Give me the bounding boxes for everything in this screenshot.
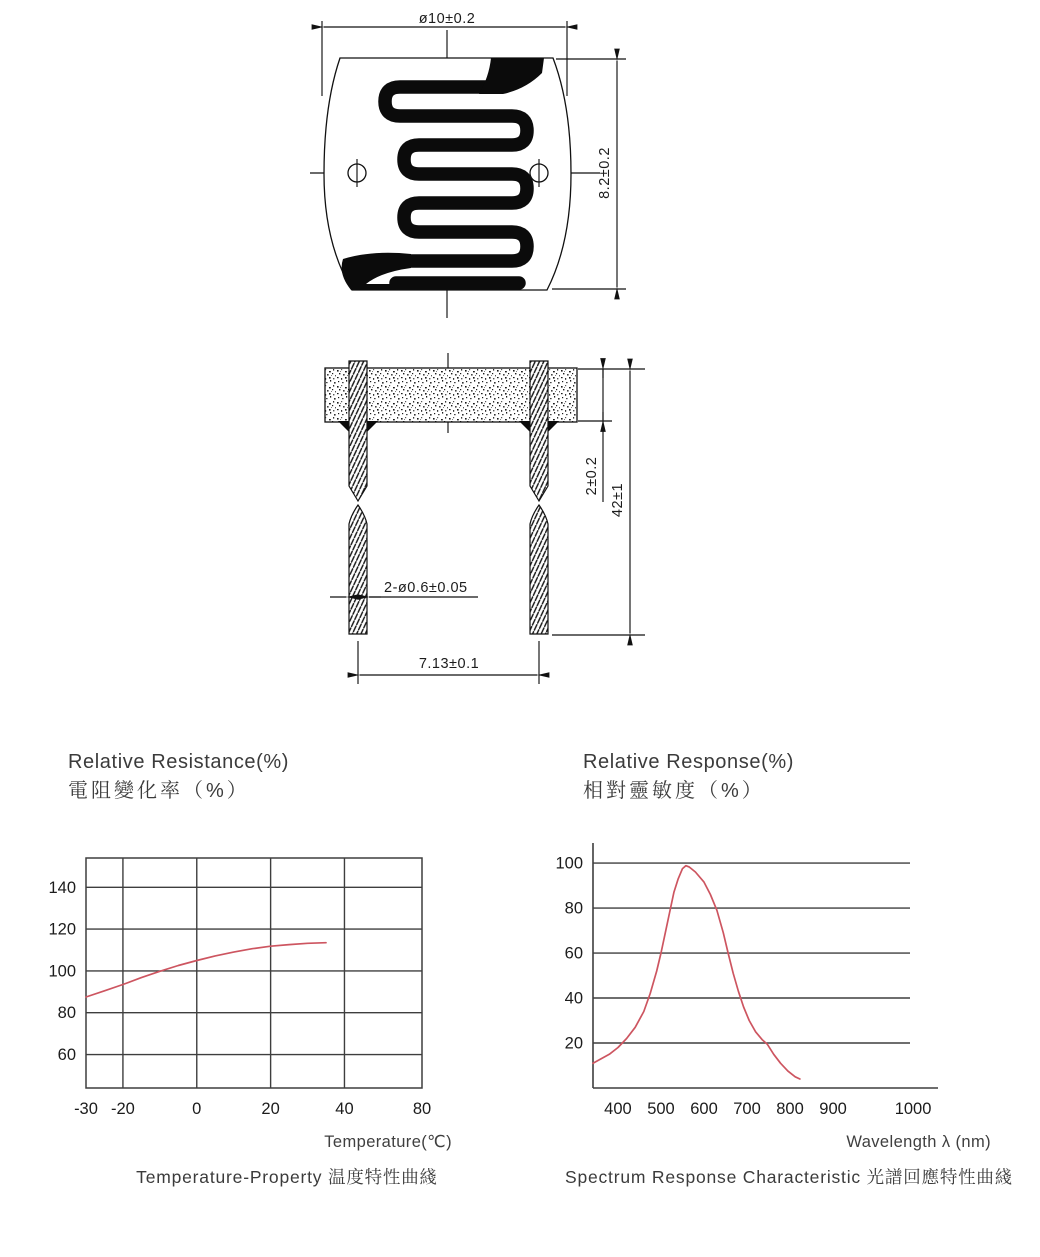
- y-tick-label: 140: [48, 878, 76, 897]
- y-tick-label: 20: [564, 1034, 583, 1053]
- spectrum-chart-title-zh: 相對靈敏度（%）: [583, 780, 765, 802]
- x-tick-label: -20: [110, 1100, 135, 1118]
- y-tick-label: 120: [48, 920, 76, 939]
- x-tick-label: 40: [335, 1100, 354, 1118]
- lead-left-lower: [349, 505, 367, 634]
- temperature-chart-title: Relative Resistance(%): [68, 751, 290, 773]
- temperature-chart: [48, 858, 431, 1118]
- lead-right-lower: [530, 505, 548, 634]
- lead-left-upper: [349, 361, 367, 501]
- dimension-lead-length-label: 42±1: [610, 482, 626, 518]
- dimension-lead-diameter-label: 2-ø0.6±0.05: [384, 580, 468, 596]
- charts-section: [48, 751, 1013, 1187]
- spectrum-x-axis-unit: Wavelength λ (nm): [846, 1133, 991, 1151]
- relative-resistance-curve: [86, 943, 326, 997]
- x-tick-label: 0: [192, 1100, 202, 1118]
- lead-right-upper: [530, 361, 548, 501]
- temperature-chart-caption: Temperature-Property 温度特性曲綫: [136, 1167, 438, 1187]
- temperature-x-axis-unit: Temperature(℃): [324, 1133, 452, 1151]
- x-tick-label: -30: [74, 1100, 98, 1118]
- y-tick-label: 60: [57, 1046, 76, 1065]
- x-tick-label: 900: [819, 1100, 847, 1118]
- y-tick-label: 80: [57, 1004, 76, 1023]
- y-tick-label: 80: [564, 899, 583, 918]
- dimension-width-label: ø10±0.2: [418, 11, 476, 27]
- photoresistor-top-view: [310, 11, 626, 318]
- y-tick-label: 60: [564, 944, 583, 963]
- y-tick-label: 100: [48, 962, 76, 981]
- photoresistor-side-view: [325, 353, 645, 684]
- serpentine-electrode-track: [385, 87, 527, 261]
- relative-response-curve: [593, 866, 800, 1079]
- spectrum-chart-caption: Spectrum Response Characteristic 光譜回應特性曲綫: [564, 1167, 1014, 1187]
- plot-border: [86, 858, 422, 1088]
- spectrum-chart: [555, 843, 938, 1118]
- dimension-height-label: 8.2±0.2: [597, 147, 613, 199]
- x-tick-label: 600: [690, 1100, 718, 1118]
- x-tick-label: 400: [604, 1100, 632, 1118]
- dimension-lead-spacing-label: 7.13±0.1: [418, 656, 480, 672]
- y-tick-label: 40: [564, 989, 583, 1008]
- x-tick-label: 800: [776, 1100, 804, 1118]
- x-tick-label: 80: [412, 1100, 432, 1118]
- x-tick-label: 700: [733, 1100, 761, 1118]
- x-tick-label: 1000: [894, 1100, 932, 1118]
- x-tick-label: 500: [647, 1100, 675, 1118]
- spectrum-chart-title: Relative Response(%): [583, 751, 794, 773]
- dimension-thickness-label: 2±0.2: [584, 456, 600, 496]
- x-tick-label: 20: [261, 1100, 280, 1118]
- y-tick-label: 100: [555, 854, 583, 873]
- temperature-chart-title-zh: 電阻變化率（%）: [68, 780, 250, 802]
